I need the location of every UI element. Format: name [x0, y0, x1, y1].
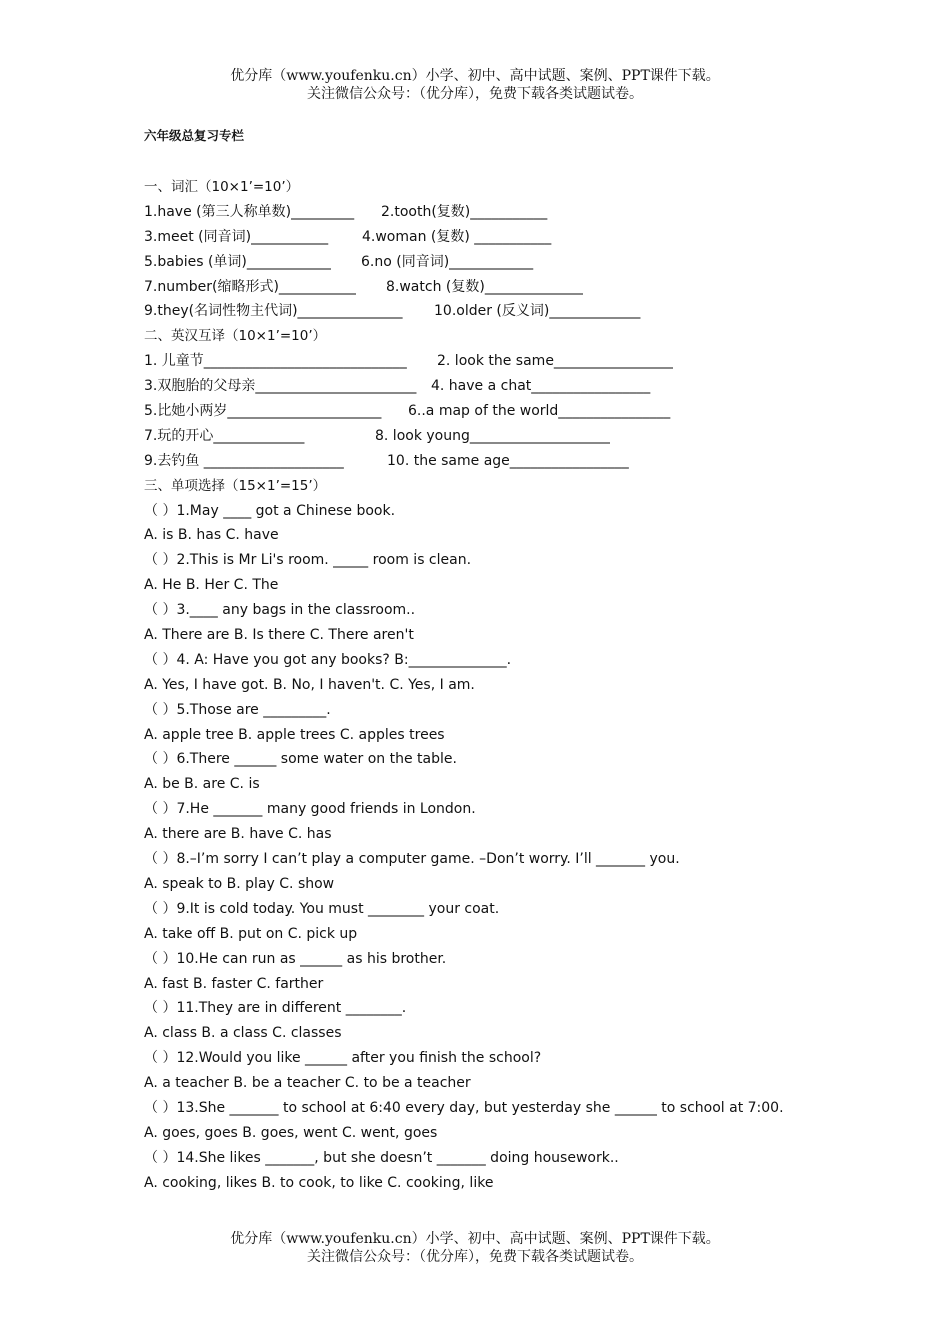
page-title: 六年级总复习专栏	[144, 128, 245, 143]
translation-item: 9.去钓鱼 ____________________	[144, 452, 344, 469]
answer-options: A. apple tree B. apple trees C. apples trees	[144, 726, 445, 743]
vocab-item: 8.watch (复数)______________	[386, 278, 583, 295]
answer-options: A. class B. a class C. classes	[144, 1025, 342, 1042]
footer-line-1: 优分库（www.youfenku.cn）小学、初中、高中试题、案例、PPT课件下载。	[230, 1231, 720, 1247]
question: （ ）8.–I’m sorry I can’t play a computer game. –Don’t worry. I’ll _______ you.	[144, 851, 680, 868]
translation-item: 8. look young____________________	[375, 427, 610, 444]
vocab-item: 4.woman (复数) ___________	[362, 228, 552, 245]
answer-options: A. fast B. faster C. farther	[144, 975, 324, 992]
translation-item: 1. 儿童节_____________________________	[144, 353, 407, 370]
vocab-item: 5.babies (单词)____________	[144, 253, 331, 270]
translation-row	[144, 374, 824, 399]
translation-item: 6..a map of the world________________	[408, 403, 671, 420]
translation-item: 4. have a chat_________________	[431, 378, 651, 395]
vocab-item: 7.number(缩略形式)___________	[144, 278, 356, 295]
document-body	[144, 125, 824, 1196]
translation-row	[144, 349, 824, 374]
question: （ ）14.She likes _______, but she doesn’t _______ doing housework..	[144, 1149, 619, 1166]
vocab-item: 3.meet (同音词)___________	[144, 228, 329, 245]
vocab-item: 2.tooth(复数)___________	[381, 203, 548, 220]
translation-item: 5.比她小两岁______________________	[144, 403, 382, 420]
question: （ ）7.He _______ many good friends in London.	[144, 801, 476, 818]
translation-item: 7.玩的开心_____________	[144, 427, 305, 444]
question: （ ）1.May ____ got a Chinese book.	[144, 502, 396, 519]
answer-options: A. Yes, I have got. B. No, I haven't. C. Yes, I am.	[144, 676, 475, 693]
section-1-heading: 一、词汇（10×1’=10’）	[144, 179, 300, 195]
translation-row	[144, 449, 824, 474]
question: （ ）5.Those are _________.	[144, 701, 331, 718]
vocab-row	[144, 275, 824, 300]
translation-item: 2. look the same_________________	[437, 353, 673, 370]
answer-options: A. there are B. have C. has	[144, 826, 332, 843]
translation-row	[144, 399, 824, 424]
question: （ ）10.He can run as ______ as his brother.	[144, 950, 447, 967]
question: （ ）4. A: Have you got any books? B:______________.	[144, 651, 512, 668]
header-line-1: 优分库（www.youfenku.cn）小学、初中、高中试题、案例、PPT课件下载。	[230, 68, 720, 84]
question: （ ）9.It is cold today. You must ________ your coat.	[144, 900, 500, 917]
answer-options: A. a teacher B. be a teacher C. to be a teacher	[144, 1075, 471, 1092]
footer-line-2: 关注微信公众号：（优分库），免费下载各类试题试卷。	[307, 1249, 643, 1265]
vocab-item: 9.they(名词性物主代词)_______________	[144, 303, 403, 320]
question: （ ）6.There ______ some water on the table.	[144, 751, 457, 768]
section-3-heading: 三、单项选择（15×1’=15’）	[144, 477, 327, 494]
answer-options: A. goes, goes B. goes, went C. went, goes	[144, 1124, 438, 1141]
translation-item: 10. the same age_________________	[387, 452, 629, 469]
question: （ ）3.____ any bags in the classroom..	[144, 602, 416, 619]
answer-options: A. There are B. Is there C. There aren't	[144, 627, 414, 644]
answer-options: A. cooking, likes B. to cook, to like C. cooking, like	[144, 1174, 494, 1191]
vocab-row	[144, 200, 824, 225]
question: （ ）11.They are in different ________.	[144, 1000, 407, 1017]
question: （ ）2.This is Mr Li's room. _____ room is clean.	[144, 552, 472, 569]
answer-options: A. is B. has C. have	[144, 527, 279, 544]
vocab-row	[144, 250, 824, 275]
answer-options: A. speak to B. play C. show	[144, 875, 335, 892]
translation-item: 3.双胞胎的父母亲_______________________	[144, 378, 417, 395]
section-2-heading: 二、英汉互译（10×1’=10’）	[144, 328, 327, 345]
answer-options: A. take off B. put on C. pick up	[144, 925, 358, 942]
question: （ ）13.She _______ to school at 6:40 every day, but yesterday she ______ to school at 7:00.	[144, 1099, 784, 1116]
page-header	[0, 67, 950, 103]
vocab-row	[144, 225, 824, 250]
answer-options: A. He B. Her C. The	[144, 577, 279, 594]
vocab-item: 1.have (第三人称单数)_________	[144, 203, 355, 220]
answer-options: A. be B. are C. is	[144, 776, 260, 793]
page-footer	[0, 1230, 950, 1266]
translation-row	[144, 424, 824, 449]
header-line-2: 关注微信公众号：（优分库），免费下载各类试题试卷。	[307, 86, 643, 102]
vocab-row	[144, 299, 824, 324]
question: （ ）12.Would you like ______ after you finish the school?	[144, 1050, 542, 1067]
vocab-item: 6.no (同音词)____________	[361, 253, 534, 270]
vocab-item: 10.older (反义词)_____________	[434, 303, 641, 320]
